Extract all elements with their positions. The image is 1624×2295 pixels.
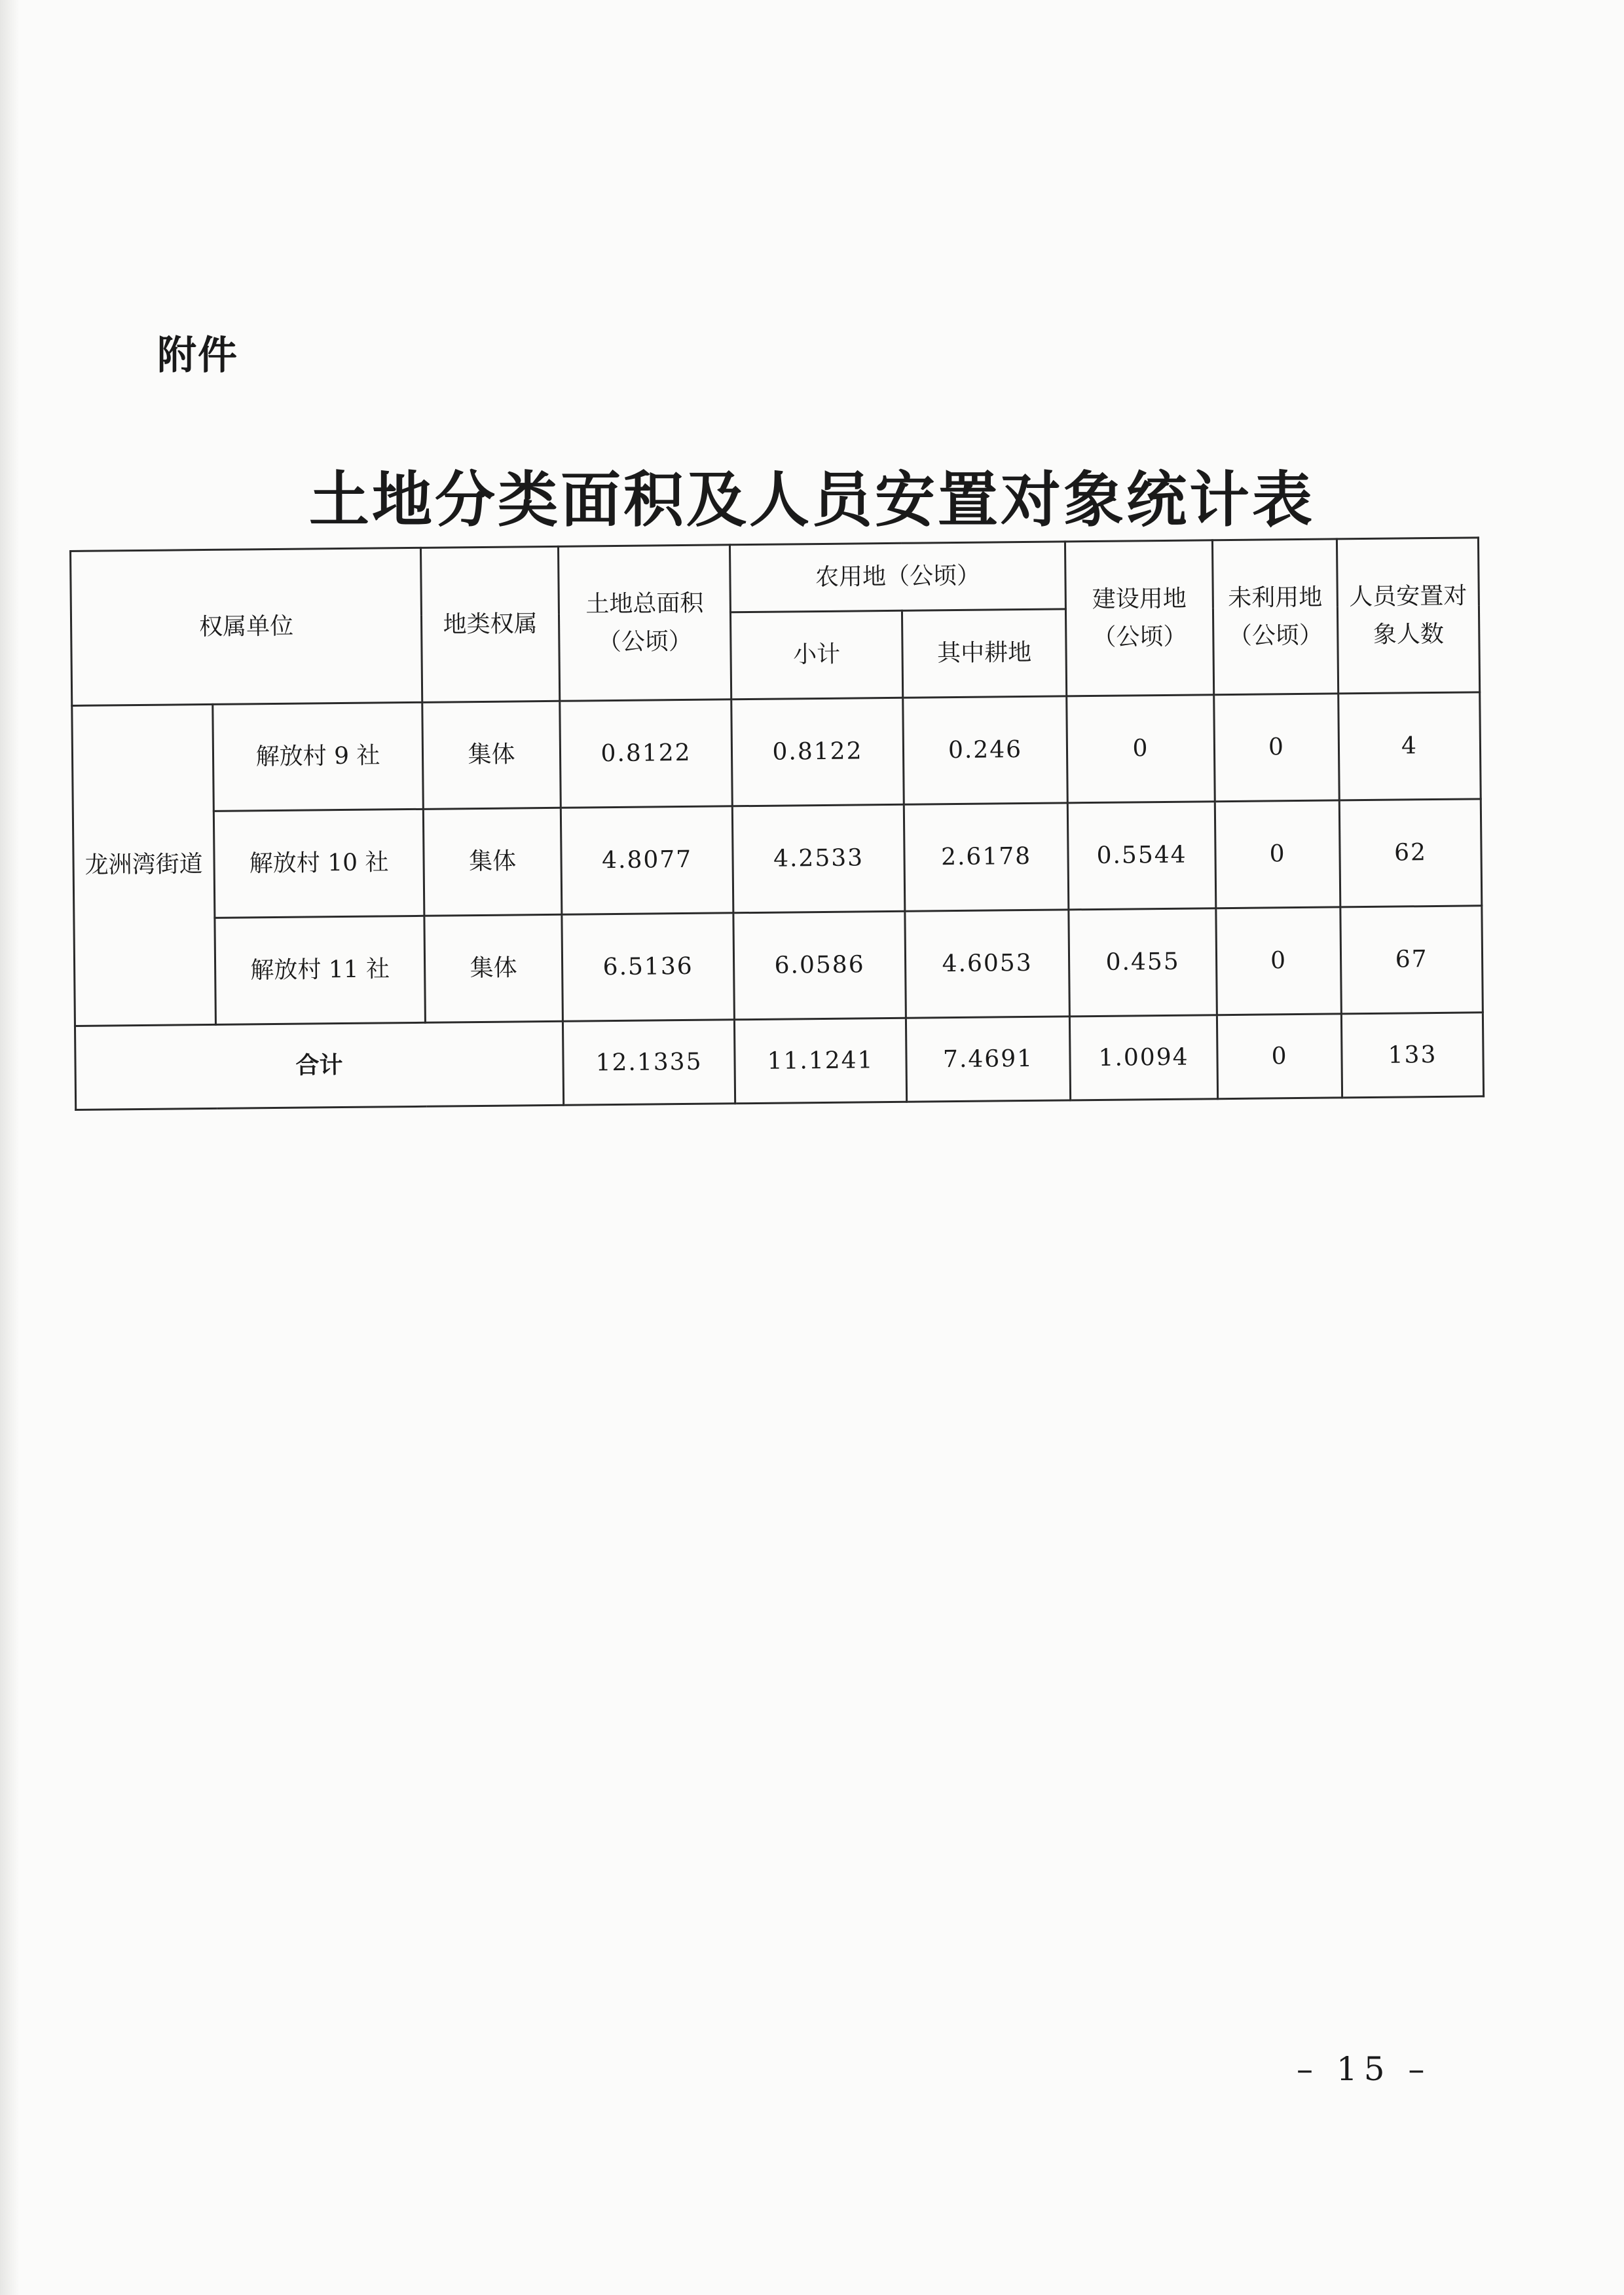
total-construction-cell: 1.0094	[1069, 1015, 1217, 1100]
unused-cell: 0	[1216, 907, 1342, 1015]
header-persons	[1337, 538, 1479, 694]
construction-cell: 0	[1067, 695, 1215, 803]
header-unused	[1212, 539, 1338, 695]
total-area-cell: 4.8077	[561, 806, 733, 915]
page-edge-shadow	[0, 0, 20, 2295]
cultivated-cell: 2.6178	[904, 803, 1069, 911]
cultivated-cell: 0.246	[903, 696, 1068, 804]
ownership-cell: 集体	[423, 808, 562, 916]
header-owner-unit: 权属单位	[71, 548, 422, 705]
header-construction-line2: （公顷）	[1092, 623, 1187, 651]
total-unused-cell: 0	[1217, 1014, 1342, 1099]
district-cell: 龙洲湾街道	[72, 704, 216, 1026]
document-title: 土地分类面积及人员安置对象统计表	[308, 464, 1315, 535]
total-row	[75, 1013, 1483, 1110]
total-cultivated-cell: 7.4691	[906, 1017, 1070, 1102]
header-total-area-line1: 土地总面积	[585, 589, 704, 618]
cultivated-cell: 4.6053	[905, 910, 1070, 1018]
unit-cell: 解放村 11 社	[215, 916, 426, 1024]
header-total-area	[558, 545, 731, 701]
ownership-cell: 集体	[422, 701, 561, 809]
total-area-cell: 0.8122	[560, 700, 733, 808]
page-number: – 15 –	[1297, 2050, 1431, 2088]
header-agri-land: 农用地（公顷）	[729, 542, 1065, 612]
total-subtotal-cell: 11.1241	[734, 1018, 906, 1104]
header-unused-line1: 未利用地	[1228, 584, 1323, 612]
persons-cell: 62	[1339, 799, 1482, 907]
attachment-label: 附件	[157, 333, 238, 379]
construction-cell: 0.5544	[1067, 802, 1216, 910]
table-row	[74, 906, 1483, 1026]
statistics-table-container	[69, 536, 1485, 1111]
unused-cell: 0	[1214, 694, 1340, 802]
unit-cell: 解放村 10 社	[213, 809, 424, 918]
unit-cell: 解放村 9 社	[213, 702, 424, 811]
header-row-1	[71, 538, 1479, 619]
header-cultivated: 其中耕地	[902, 609, 1066, 698]
persons-cell: 67	[1340, 906, 1483, 1014]
header-construction-line1: 建设用地	[1092, 585, 1187, 613]
ownership-cell: 集体	[424, 914, 563, 1022]
header-construction	[1065, 540, 1213, 696]
land-statistics-table	[69, 536, 1485, 1111]
subtotal-cell: 6.0586	[733, 911, 906, 1020]
subtotal-cell: 0.8122	[731, 698, 904, 806]
header-land-ownership: 地类权属	[421, 546, 560, 702]
total-total-area-cell: 12.1335	[563, 1020, 735, 1106]
total-area-cell: 6.5136	[562, 913, 735, 1022]
table-row	[72, 692, 1481, 813]
header-persons-line2: 象人数	[1373, 620, 1445, 648]
persons-cell: 4	[1338, 692, 1481, 800]
subtotal-cell: 4.2533	[732, 804, 905, 913]
header-subtotal: 小计	[730, 610, 902, 700]
header-total-area-line2: （公顷）	[597, 627, 693, 656]
total-persons-cell: 133	[1341, 1013, 1483, 1098]
unused-cell: 0	[1215, 800, 1340, 908]
total-label-cell: 合计	[75, 1021, 563, 1110]
header-persons-line1: 人员安置对	[1349, 582, 1467, 611]
table-row	[73, 799, 1481, 920]
header-unused-line2: （公顷）	[1228, 622, 1323, 650]
construction-cell: 0.455	[1069, 908, 1217, 1017]
